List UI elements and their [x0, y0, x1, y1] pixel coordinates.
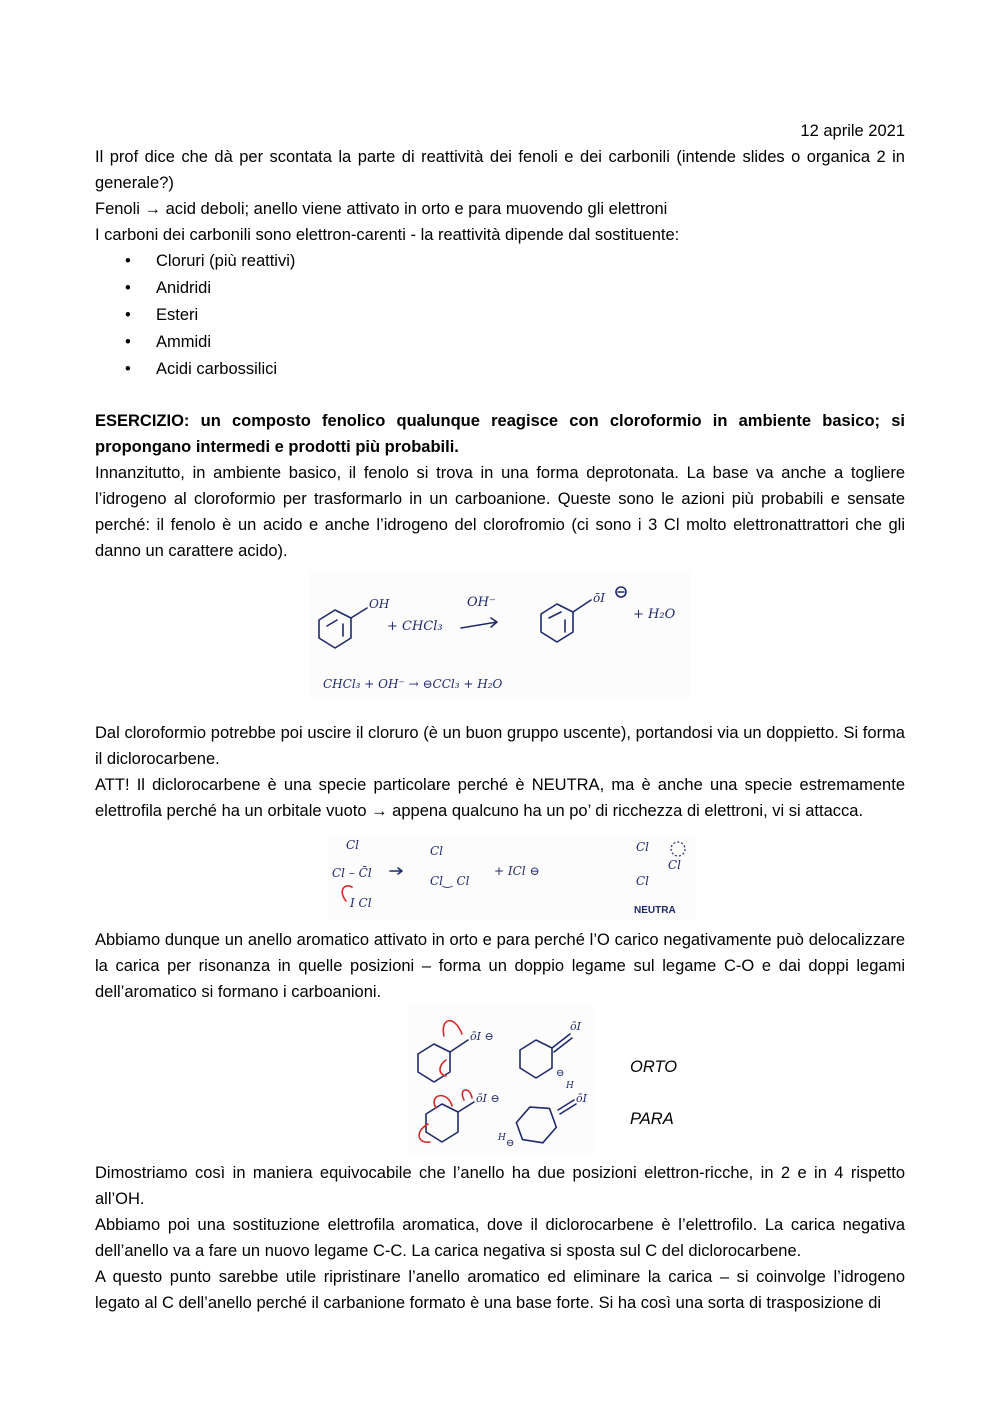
svg-text:Cl: Cl	[668, 858, 682, 872]
svg-text:ōI ⊖: ōI ⊖	[470, 1030, 494, 1043]
ortho-label: ORTO	[630, 1058, 678, 1076]
carbonyl-list	[95, 248, 905, 383]
list-item: • Ammidi	[95, 329, 905, 356]
para-carbanion	[497, 1092, 588, 1149]
para-label: PARA	[630, 1110, 674, 1128]
dichlorocarbene-figure	[328, 835, 696, 921]
red-arrow	[462, 1090, 472, 1100]
exercise-paragraph-3: ATT! Il diclorocarbene è una specie particolare perché è NEUTRA, ma è anche una specie estremamente elettrofila perché ha un orbitale vuoto → appena qualcuno ha un po’ di ricchezza di elettroni, vi si attacca.	[95, 776, 905, 820]
exercise-title: ESERCIZIO: un composto fenolico qualunque reagisce con cloroformio in ambiente basico; si propongano intermedi e prodotti più probabili.	[95, 412, 905, 456]
exercise-paragraph-1: Innanzitutto, in ambiente basico, il fenolo si trova in una forma deprotonata. La base va anche a togliere l’idrogeno al cloroformio per trasformarlo in un carboanione. Queste sono le azioni più probabili e sensate perché: il fenolo è un acido e anche l’idrogeno del clorofromio (ci sono i 3 Cl molto elettronattrattori che gli danno un carattere acido).	[95, 464, 905, 560]
svg-text:Cl: Cl	[636, 840, 650, 854]
exercise-paragraph-6: Abbiamo poi una sostituzione elettrofila aromatica, dove il diclorocarbene è l’elettrofilo. La carica negativa dell’anello va a fare un nuovo legame C-C. La carica negativa si sposta sul C del diclorocarbene.	[95, 1216, 905, 1260]
svg-text:Cl‿ Cl: Cl‿ Cl	[430, 874, 470, 888]
exercise-paragraph-7: A questo punto sarebbe utile ripristinare l’anello aromatico ed eliminare la carica – si coinvolge l’idrogeno legato al C dell’anello perché il carbanione formato è una base forte. Si ha così una sorta di trasposizione di	[95, 1268, 905, 1312]
neutra-label: NEUTRA	[634, 905, 676, 916]
phenol-ring	[319, 608, 367, 648]
list-item: • Esteri	[95, 302, 905, 329]
carbanion-structure	[332, 838, 372, 910]
intro-paragraph-1: Il prof dice che dà per scontata la parte di reattività dei fenoli e dei carbonili (intende slides o organica 2 in generale?)	[95, 148, 905, 192]
water-label: + H₂O	[633, 607, 676, 622]
exercise-paragraph-2: Dal cloroformio potrebbe poi uscire il cloruro (è un buon gruppo uscente), portandosi via un doppietto. Si forma il diclorocarbene.	[95, 724, 905, 768]
oh-label: OH	[369, 597, 390, 611]
list-item: • Acidi carbossilici	[95, 356, 905, 383]
exercise-block	[95, 408, 905, 564]
carbene-block	[95, 720, 905, 824]
svg-text:H: H	[566, 1081, 574, 1091]
reaction-arrow	[390, 868, 402, 874]
intro-paragraph-3: I carboni dei carbonili sono elettron-carenti - la reattività dipende dal sostituente:	[95, 226, 680, 244]
svg-text:ōI ⊖: ōI ⊖	[476, 1092, 500, 1105]
intro-paragraph-2: Fenoli → acid deboli; anello viene attivato in orto e para muovendo gli elettroni	[95, 200, 668, 218]
resonance-figure	[408, 1004, 594, 1154]
svg-text:ōI: ōI	[576, 1092, 587, 1105]
svg-text:H: H	[498, 1133, 506, 1143]
resonance-block	[95, 927, 905, 1005]
list-item: • Anidridi	[95, 275, 905, 302]
para-phenoxide	[419, 1090, 500, 1142]
reagent-label: + CHCl₃	[387, 619, 443, 634]
neutral-carbene	[636, 840, 685, 888]
ortho-phenoxide	[418, 1021, 494, 1082]
intro-block	[95, 144, 905, 383]
svg-text:Cl: Cl	[430, 844, 444, 858]
svg-text:Cl: Cl	[636, 874, 650, 888]
list-item: • Cloruri (più reattivi)	[95, 248, 905, 275]
svg-text:ōI: ōI	[593, 591, 605, 605]
date: 12 aprile 2021	[800, 122, 905, 140]
svg-text:I Cl: I Cl	[350, 896, 372, 910]
reaction-arrow	[461, 618, 497, 628]
svg-text:ōI: ōI	[570, 1020, 581, 1033]
svg-text:⊖: ⊖	[556, 1068, 565, 1079]
red-arrow	[440, 1060, 446, 1076]
red-arrow	[443, 1021, 462, 1036]
final-block	[95, 1160, 905, 1316]
phenoxide-ring	[541, 587, 626, 642]
exercise-paragraph-5: Dimostriamo così in maniera equivocabile che l’anello ha due posizioni elettron-ricche, in 2 e in 4 rispetto all’OH.	[95, 1164, 905, 1208]
svg-text:Cl: Cl	[346, 838, 360, 852]
deprotonation-figure	[309, 570, 691, 698]
svg-text:+ ICl ⊖: + ICl ⊖	[494, 864, 540, 878]
svg-text:⊖: ⊖	[506, 1138, 515, 1149]
red-arrow	[434, 1096, 452, 1108]
exercise-paragraph-4: Abbiamo dunque un anello aromatico attivato in orto e para perché l’O carico negativamente può delocalizzare la carica per risonanza in quelle posizioni – forma un doppio legame sul legame C-O e dai doppi legami dell’aromatico si formano i carboanioni.	[95, 931, 905, 1001]
ortho-carbanion	[520, 1020, 582, 1091]
svg-text:Cl – C̄l: Cl – C̄l	[332, 866, 372, 880]
base-label: OH⁻	[467, 595, 496, 610]
carbanion-equation: CHCl₃ + OH⁻ → ⊖CCl₃ + H₂O	[323, 677, 503, 691]
